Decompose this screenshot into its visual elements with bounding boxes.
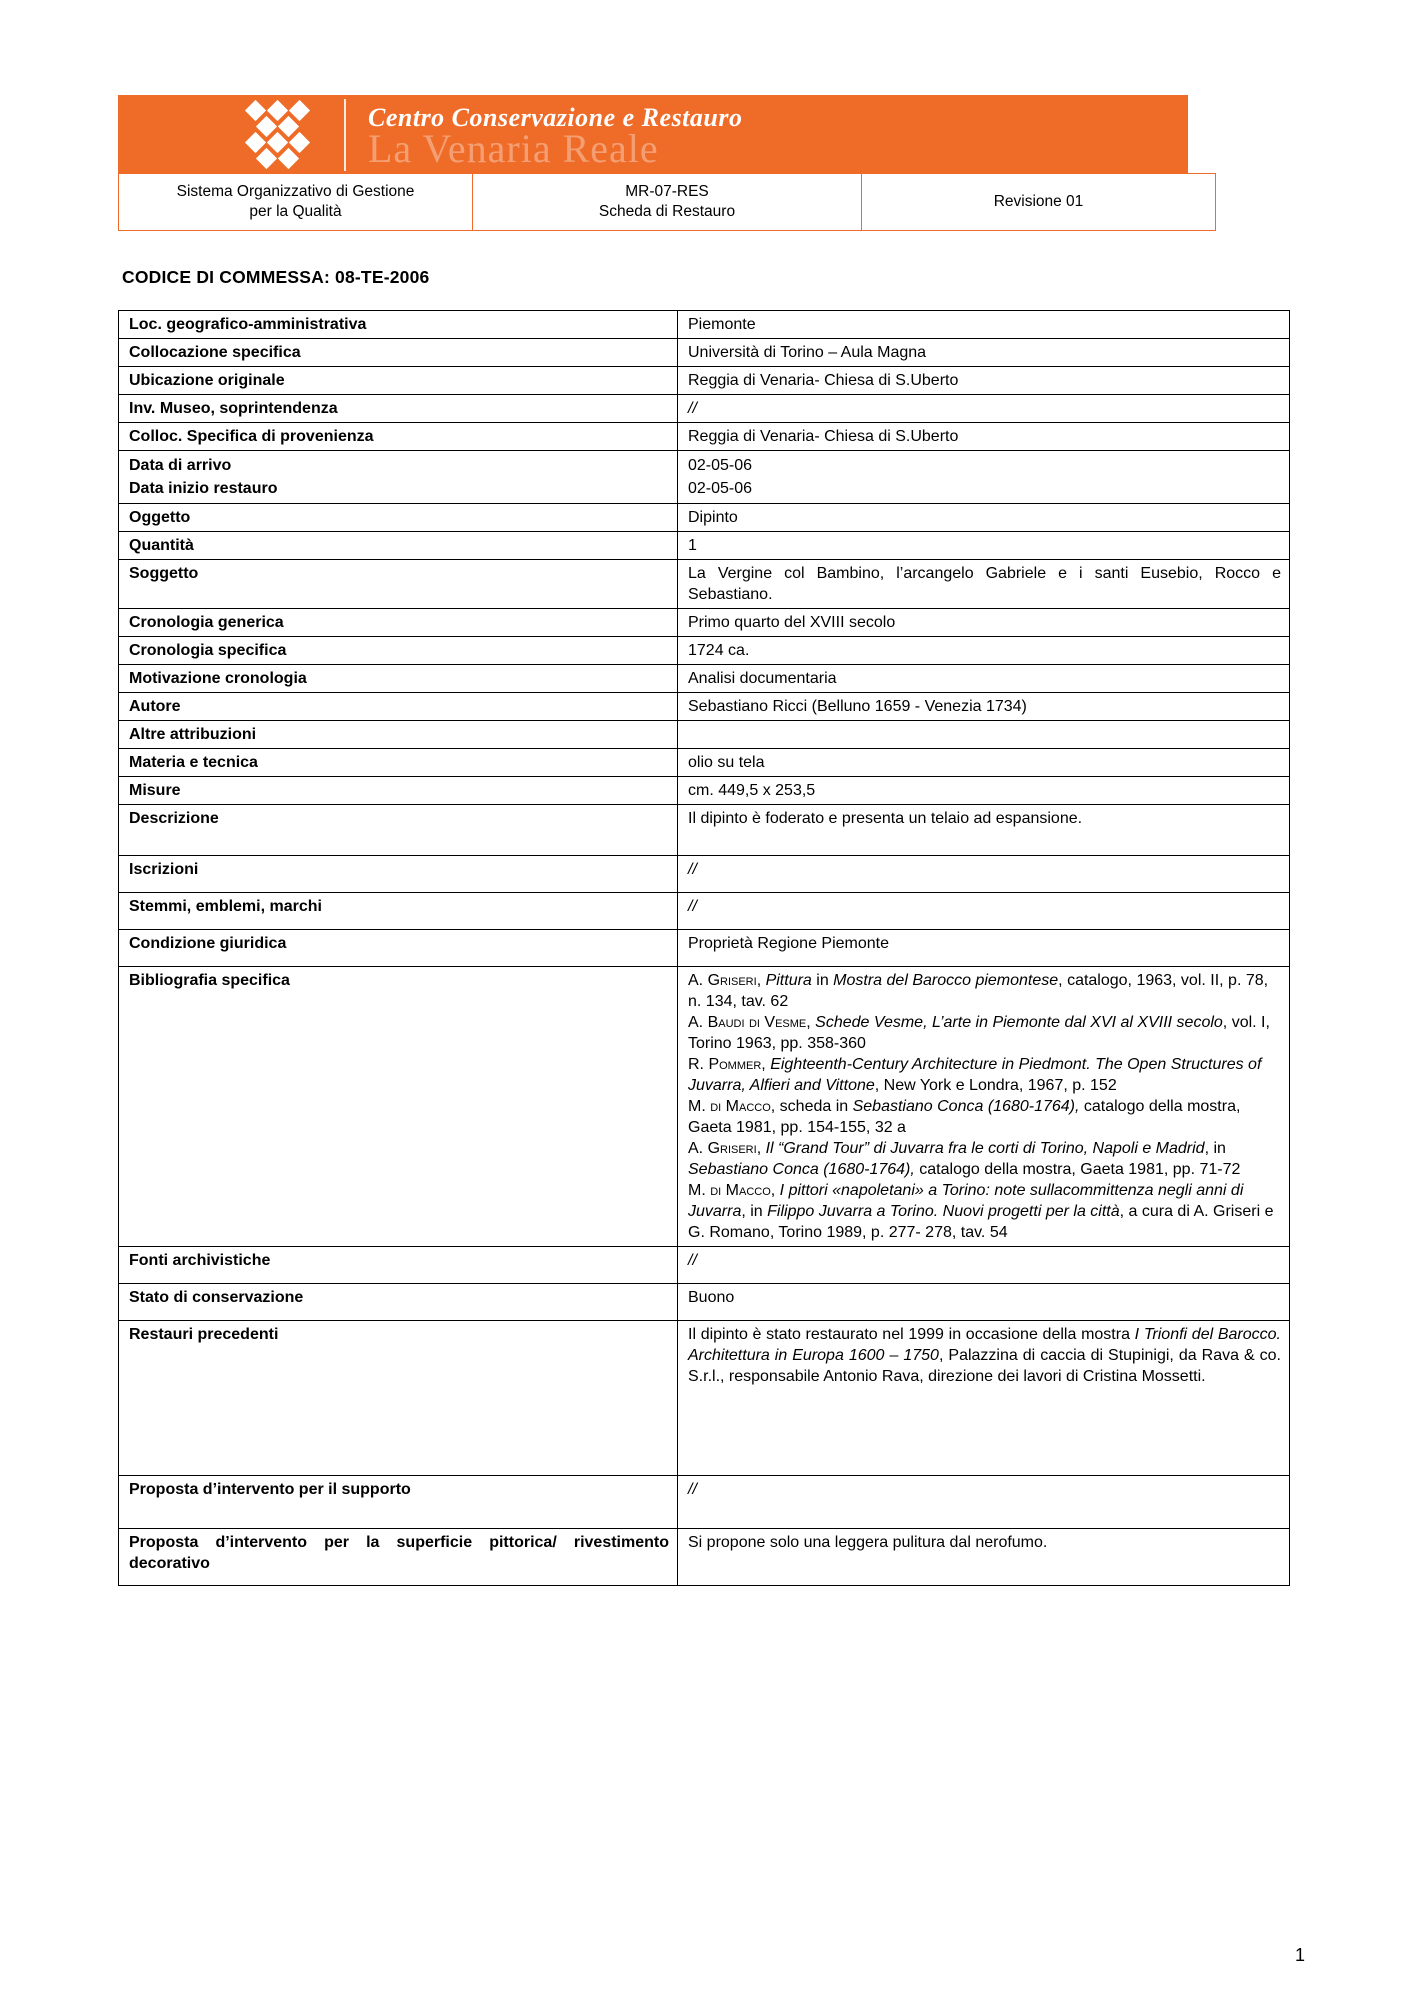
table-row: [119, 1247, 1290, 1284]
header-cell-revision: Revisione 01: [862, 174, 1216, 231]
table-row: [119, 930, 1290, 967]
table-row: [119, 856, 1290, 893]
row-label: Fonti archivistiche: [119, 1247, 678, 1284]
row-label: Proposta d’intervento per la superficie pittorica/ rivestimento decorativo: [119, 1529, 678, 1586]
row-value: 1724 ca.: [678, 637, 1290, 665]
row-label: Loc. geografico-amministrativa: [119, 311, 678, 339]
row-value: Università di Torino – Aula Magna: [678, 339, 1290, 367]
row-label: Misure: [119, 777, 678, 805]
header-cell-document-code: [473, 174, 862, 231]
commessa-code: CODICE DI COMMESSA: 08-TE-2006: [122, 267, 430, 287]
bibliography-entry: A. Griseri, Pittura in Mostra del Barocco piemontese, catalogo, 1963, vol. II, p. 78, n. 134, tav. 62: [688, 972, 1269, 1010]
table-row: [119, 637, 1290, 665]
row-value: 02-05-06: [688, 457, 753, 474]
table-row: [119, 693, 1290, 721]
row-value: Piemonte: [678, 311, 1290, 339]
row-value: Il dipinto è stato restaurato nel 1999 in occasione della mostra I Trionfi del Barocco. Architettura in Europa 1600 – 1750, Palazzina di caccia di Stupinigi, da Rava & co. S.r.l., responsabile Antonio Rava, direzione dei lavori di Cristina Mossetti.: [678, 1321, 1290, 1476]
bibliography-entry: M. di Macco, I pittori «napoletani» a Torino: note sullacommittenza negli anni di Juvarra, in Filippo Juvarra a Torino. Nuovi progetti per la città, a cura di A. Griseri e G. Romano, Torino 1989, p. 277- 278, tav. 54: [688, 1182, 1274, 1241]
bibliography-entry: M. di Macco, scheda in Sebastiano Conca (1680-1764), catalogo della mostra, Gaeta 1981, pp. 154-155, 32 a: [688, 1098, 1241, 1136]
row-value: Primo quarto del XVIII secolo: [678, 609, 1290, 637]
row-value: Analisi documentaria: [678, 665, 1290, 693]
row-value: //: [678, 395, 1290, 423]
page-number: 1: [1294, 1945, 1305, 1965]
row-value: cm. 449,5 x 253,5: [678, 777, 1290, 805]
row-label: Cronologia specifica: [119, 637, 678, 665]
header-cell-quality-system-line2: per la Qualità: [249, 203, 342, 220]
diamond-logo-icon: [248, 103, 318, 165]
table-row: [119, 367, 1290, 395]
table-row: [119, 721, 1290, 749]
row-value: Il dipinto è foderato e presenta un telaio ad espansione.: [678, 805, 1290, 856]
table-row: [119, 893, 1290, 930]
row-value: 1: [678, 532, 1290, 560]
row-value: //: [678, 1476, 1290, 1529]
row-value: Reggia di Venaria- Chiesa di S.Uberto: [678, 367, 1290, 395]
table-row: [119, 777, 1290, 805]
row-value: Sebastiano Ricci (Belluno 1659 - Venezia 1734): [678, 693, 1290, 721]
restoration-data-table: [118, 310, 1290, 1586]
table-row: [119, 339, 1290, 367]
row-value-pair: [678, 451, 1290, 504]
row-value: //: [678, 856, 1290, 893]
row-label: Altre attribuzioni: [119, 721, 678, 749]
row-label: Oggetto: [119, 504, 678, 532]
banner-divider: [344, 99, 346, 171]
row-label: Bibliografia specifica: [119, 967, 678, 1247]
row-label: Soggetto: [119, 560, 678, 609]
header-cell-quality-system: [119, 174, 473, 231]
row-value: Si propone solo una leggera pulitura dal nerofumo.: [678, 1529, 1290, 1586]
table-row: [119, 560, 1290, 609]
table-row: [119, 1284, 1290, 1321]
row-label: Collocazione specifica: [119, 339, 678, 367]
row-label: Quantità: [119, 532, 678, 560]
row-value: Buono: [678, 1284, 1290, 1321]
row-value: [678, 721, 1290, 749]
row-label: Stemmi, emblemi, marchi: [119, 893, 678, 930]
bibliography-list: [678, 967, 1290, 1247]
row-label: Proposta d’intervento per il supporto: [119, 1476, 678, 1529]
table-row: [119, 395, 1290, 423]
table-row: [119, 451, 1290, 504]
table-row-bibliography: [119, 967, 1290, 1247]
banner-title-primary: Centro Conservazione e Restauro: [368, 103, 743, 132]
header-row: [119, 174, 1216, 231]
header-banner: [118, 95, 1188, 173]
row-value: Proprietà Regione Piemonte: [678, 930, 1290, 967]
row-label-secondary: Data inizio restauro: [129, 480, 278, 497]
header-cell-document-code-line2: Scheda di Restauro: [598, 203, 736, 220]
table-row: [119, 311, 1290, 339]
row-value: //: [678, 893, 1290, 930]
header-cell-quality-system-line1: Sistema Organizzativo di Gestione: [176, 183, 415, 200]
row-value: Reggia di Venaria- Chiesa di S.Uberto: [678, 423, 1290, 451]
row-label: Colloc. Specifica di provenienza: [119, 423, 678, 451]
table-row: [119, 609, 1290, 637]
bibliography-entry: A. Griseri, Il “Grand Tour” di Juvarra fra le corti di Torino, Napoli e Madrid, in Sebastiano Conca (1680-1764), catalogo della mostra, Gaeta 1981, pp. 71-72: [688, 1140, 1241, 1178]
table-row: [119, 1529, 1290, 1586]
row-label: Descrizione: [119, 805, 678, 856]
row-label: Materia e tecnica: [119, 749, 678, 777]
table-row: [119, 665, 1290, 693]
row-value: olio su tela: [678, 749, 1290, 777]
bibliography-entry: R. Pommer, Eighteenth-Century Architecture in Piedmont. The Open Structures of Juvarra, Alfieri and Vittone, New York e Londra, 1967, p. 152: [688, 1056, 1262, 1094]
row-label: Condizione giuridica: [119, 930, 678, 967]
bibliography-entry: A. Baudi di Vesme, Schede Vesme, L’arte in Piemonte dal XVI al XVIII secolo, vol. I, Torino 1963, pp. 358-360: [688, 1014, 1270, 1052]
table-row: [119, 532, 1290, 560]
row-label: Ubicazione originale: [119, 367, 678, 395]
row-label-pair: [119, 451, 678, 504]
row-label: Autore: [119, 693, 678, 721]
table-row: [119, 805, 1290, 856]
table-row: [119, 749, 1290, 777]
row-value: La Vergine col Bambino, l’arcangelo Gabriele e i santi Eusebio, Rocco e Sebastiano.: [678, 560, 1290, 609]
header-cell-document-code-line1: MR-07-RES: [625, 183, 709, 200]
table-row: [119, 504, 1290, 532]
banner-title-secondary: La Venaria Reale: [368, 126, 659, 171]
table-row: [119, 1321, 1290, 1476]
row-label: Stato di conservazione: [119, 1284, 678, 1321]
row-label: Restauri precedenti: [119, 1321, 678, 1476]
table-row: [119, 423, 1290, 451]
row-value: //: [678, 1247, 1290, 1284]
row-label: Inv. Museo, soprintendenza: [119, 395, 678, 423]
document-header-table: [118, 173, 1216, 231]
row-label: Data di arrivo: [129, 457, 232, 474]
row-value: Dipinto: [678, 504, 1290, 532]
row-label: Iscrizioni: [119, 856, 678, 893]
row-label: Motivazione cronologia: [119, 665, 678, 693]
row-label: Cronologia generica: [119, 609, 678, 637]
table-row: [119, 1476, 1290, 1529]
row-value-secondary: 02-05-06: [688, 480, 753, 497]
